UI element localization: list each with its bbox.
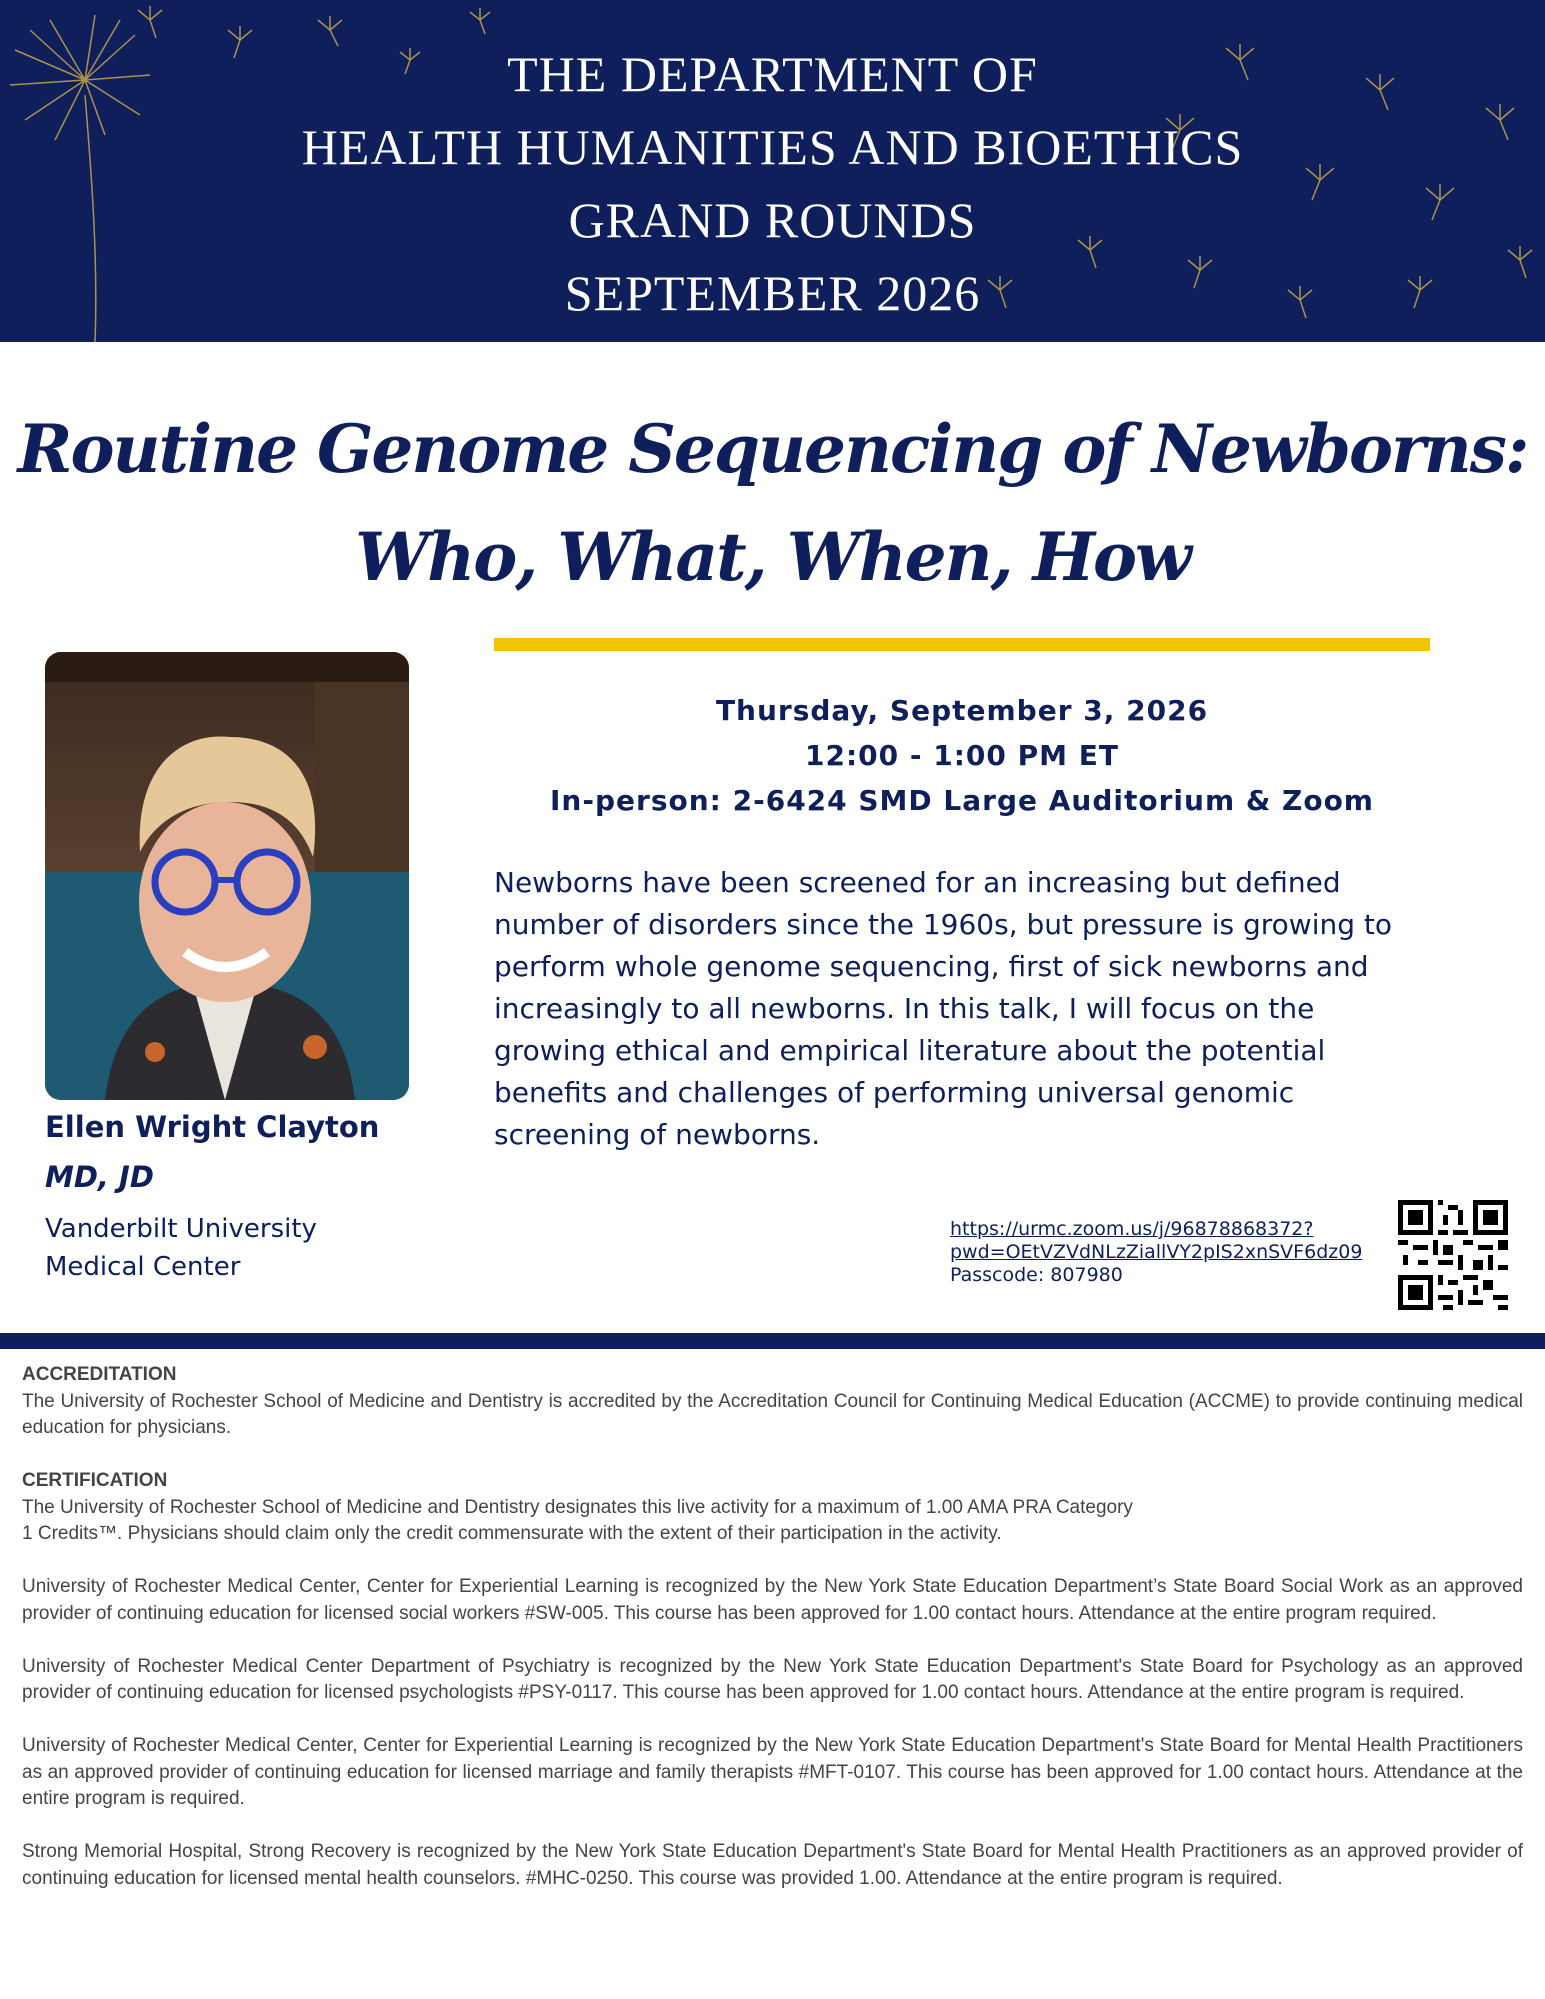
header-line: GRAND ROUNDS	[568, 192, 977, 248]
header-title	[0, 38, 1545, 330]
header-line: HEALTH HUMANITIES AND BIOETHICS	[301, 119, 1244, 175]
header-banner	[0, 0, 1545, 342]
speaker-degrees: MD, JD	[45, 1160, 154, 1194]
accreditation-text: The University of Rochester School of Medicine and Dentistry is accredited by the Accreditation Council for Continuing Medical Education (ACCME) to provide continuing medical education for physicians.	[22, 1390, 1523, 1438]
section-divider	[0, 1333, 1545, 1349]
accent-divider	[494, 638, 1430, 651]
credit-paragraph: Strong Memorial Hospital, Strong Recovery is recognized by the New York State Education Department's State Board for Mental Health Practitioners as an approved provider of continuing education for licensed mental health counselors. #MHC-0250. This course was provided 1.00. Attendance at the entire program is required.	[22, 1841, 1523, 1889]
accreditation-block	[22, 1362, 1523, 1442]
certification-text-line-1: The University of Rochester School of Medicine and Dentistry designates this live activity for a maximum of 1.00 AMA PRA Category	[22, 1496, 1133, 1518]
accreditation-heading: ACCREDITATION	[22, 1364, 177, 1385]
talk-title	[0, 395, 1545, 611]
credit-paragraph: University of Rochester Medical Center Department of Psychiatry is recognized by the New York State Education Department's State Board for Psychology as an approved provider of continuing education for licensed psychologists #PSY-0117. This course has been approved for 1.00 contact hours. Attendance at the entire program is required.	[22, 1655, 1523, 1703]
credit-paragraph: University of Rochester Medical Center, Center for Experiential Learning is recognized by the New York State Education Department's State Board for Mental Health Practitioners as an approved provider of continuing education for licensed marriage and family therapists #MFT-0107. This course has been approved for 1.00 contact hours. Attendance at the entire program is required.	[22, 1735, 1523, 1809]
speaker-photo	[45, 652, 409, 1100]
header-line: THE DEPARTMENT OF	[507, 46, 1038, 102]
speaker-portrait-image	[45, 652, 409, 1100]
event-location: In-person: 2-6424 SMD Large Auditorium & Zoom	[550, 784, 1374, 817]
zoom-link-line-2: pwd=OEtVZVdNLzZiallVY2pIS2xnSVF6dz09	[950, 1241, 1363, 1263]
speaker-affiliation	[45, 1210, 317, 1286]
event-time: 12:00 - 1:00 PM ET	[805, 739, 1119, 772]
event-details	[494, 688, 1430, 823]
zoom-info	[950, 1218, 1362, 1287]
speaker-affiliation-line-1: Vanderbilt University	[45, 1214, 317, 1244]
certification-heading: CERTIFICATION	[22, 1470, 168, 1491]
qr-code-icon[interactable]	[1398, 1200, 1508, 1310]
header-line: SEPTEMBER 2026	[564, 265, 981, 321]
zoom-link-line-1: https://urmc.zoom.us/j/96878868372?	[950, 1218, 1314, 1240]
talk-abstract: Newborns have been screened for an increasing but defined number of disorders since the 1960s, but pressure is growing to perform whole genome sequencing, first of sick newborns and increasingly to all newborns. In this talk, I will focus on the growing ethical and empirical literature about the potential benefits and challenges of performing universal genomic screening of newborns.	[494, 866, 1393, 1151]
certification-block	[22, 1468, 1523, 1548]
event-date: Thursday, September 3, 2026	[715, 694, 1209, 727]
accreditation-section	[22, 1362, 1523, 1919]
talk-title-line-1: Routine Genome Sequencing of Newborns:	[17, 410, 1528, 488]
zoom-link[interactable]	[950, 1218, 1362, 1264]
speaker-name: Ellen Wright Clayton	[45, 1110, 380, 1144]
talk-title-line-2: Who, What, When, How	[355, 518, 1190, 596]
speaker-affiliation-line-2: Medical Center	[45, 1252, 241, 1282]
zoom-passcode: Passcode: 807980	[950, 1264, 1123, 1286]
certification-text-line-2: 1 Credits™. Physicians should claim only the credit commensurate with the extent of their participation in the activity.	[22, 1523, 1002, 1544]
credit-paragraph: University of Rochester Medical Center, Center for Experiential Learning is recognized by the New York State Education Department’s State Board Social Work as an approved provider of continuing education for licensed social workers #SW-005. This course has been approved for 1.00 contact hours. Attendance at the entire program required.	[22, 1576, 1523, 1624]
